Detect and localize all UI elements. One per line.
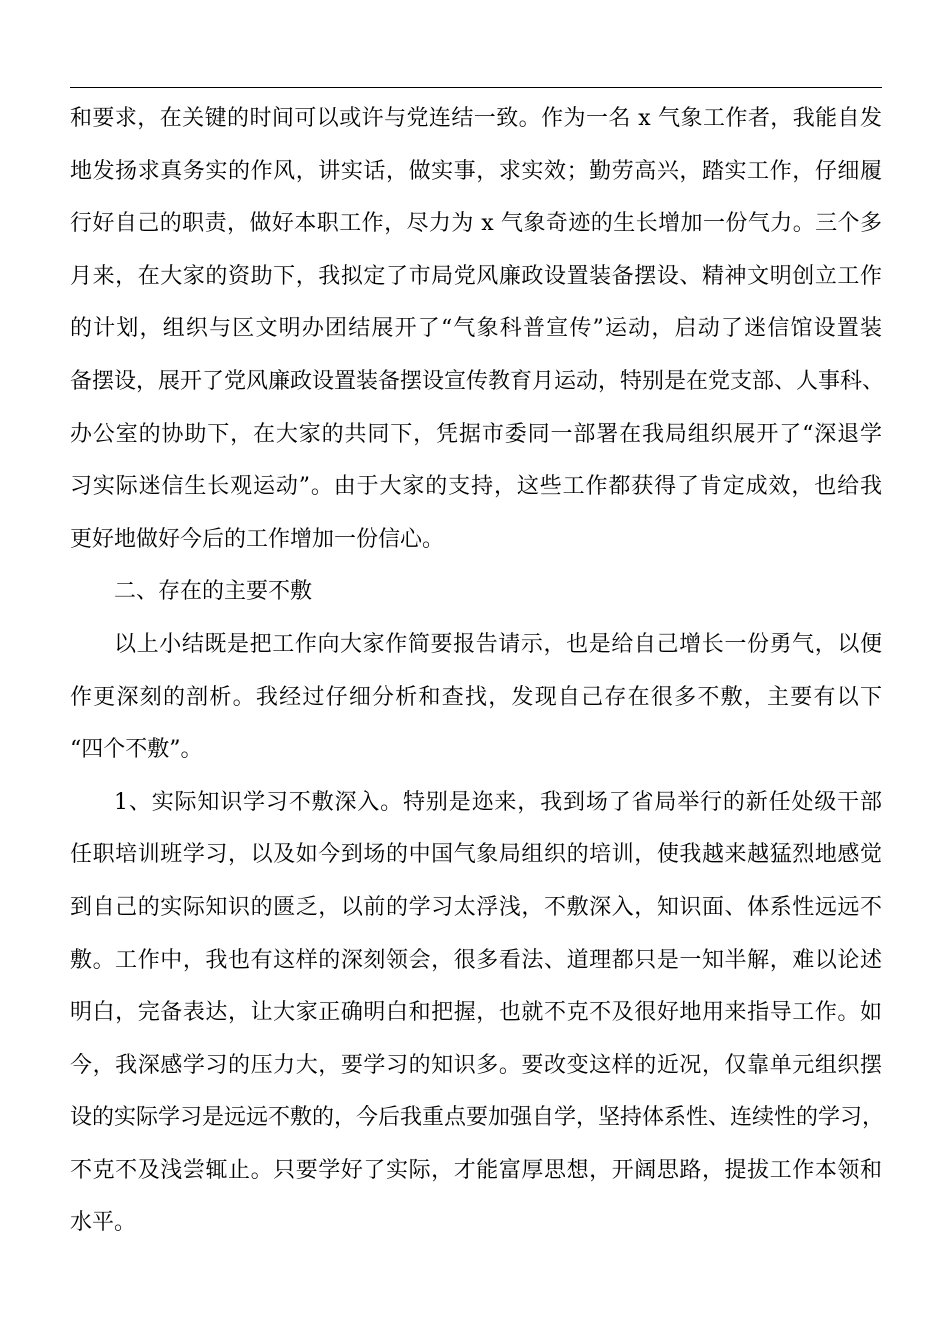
text-line: 任职培训班学习，以及如今到场的中国气象局组织的培训，使我越来越猛烈地感觉: [70, 842, 882, 868]
paragraph-summary: [70, 619, 882, 777]
text-line: 备摆设，展开了党风廉政设置装备摆设宣传教育月运动，特别是在党支部、人事科、: [70, 368, 885, 394]
text-line: 的计划，组织与区文明办团结展开了“气象科普宣传”运动，启动了迷信馆设置装: [70, 316, 882, 342]
paragraph-item-1: [70, 777, 885, 1250]
text-line: “四个不敷”。: [70, 737, 203, 763]
header-rule: [70, 87, 882, 88]
text-line: 敷。工作中，我也有这样的深刻领会，很多看法、道理都只是一知半解，难以论述: [70, 947, 882, 973]
document-body: [70, 93, 885, 1250]
text-line: 以上小结既是把工作向大家作简要报告请示，也是给自己增长一份勇气，以便: [114, 631, 882, 657]
section-heading-text: 二、存在的主要不敷: [114, 579, 313, 605]
text-line: 更好地做好今后的工作增加一份信心。: [70, 526, 445, 552]
text-line: 到自己的实际知识的匮乏，以前的学习太浮浅，不敷深入，知识面、体系性远远不: [70, 894, 882, 920]
text-line: 习实际迷信生长观运动”。由于大家的支持，这些工作都获得了肯定成效，也给我: [70, 474, 882, 500]
text-line: 地发扬求真务实的作风，讲实话，做实事，求实效；勤劳高兴，踏实工作，仔细履: [70, 158, 882, 184]
text-line: 设的实际学习是远远不敷的，今后我重点要加强自学，坚持体系性、连续性的学习，: [70, 1105, 885, 1131]
text-line: 今，我深感学习的压力大，要学习的知识多。要改变这样的近况，仅靠单元组织摆: [70, 1052, 882, 1078]
text-line: 办公室的协助下，在大家的共同下，凭据市委同一部署在我局组织展开了“深退学: [70, 421, 882, 447]
text-line: 明白，完备表达，让大家正确明白和把握，也就不克不及很好地用来指导工作。如: [70, 1000, 882, 1026]
text-line: 1、实际知识学习不敷深入。特别是迩来，我到场了省局举行的新任处级干部: [114, 789, 882, 815]
text-line: 不克不及浅尝辄止。只要学好了实际，才能富厚思想，开阔思路，提拔工作本领和: [70, 1157, 882, 1183]
paragraph-continuation: [70, 93, 885, 566]
text-line: 作更深刻的剖析。我经过仔细分析和查找，发现自己存在很多不敷，主要有以下: [70, 684, 882, 710]
text-line: 和要求，在关键的时间可以或许与党连结一致。作为一名 x 气象工作者，我能自发: [70, 106, 882, 131]
section-heading: [70, 566, 882, 619]
text-line: 行好自己的职责，做好本职工作，尽力为 x 气象奇迹的生长增加一份气力。三个多: [70, 211, 882, 237]
text-line: 月来，在大家的资助下，我拟定了市局党风廉政设置装备摆设、精神文明创立工作: [70, 263, 882, 289]
text-line: 水平。: [70, 1210, 137, 1236]
